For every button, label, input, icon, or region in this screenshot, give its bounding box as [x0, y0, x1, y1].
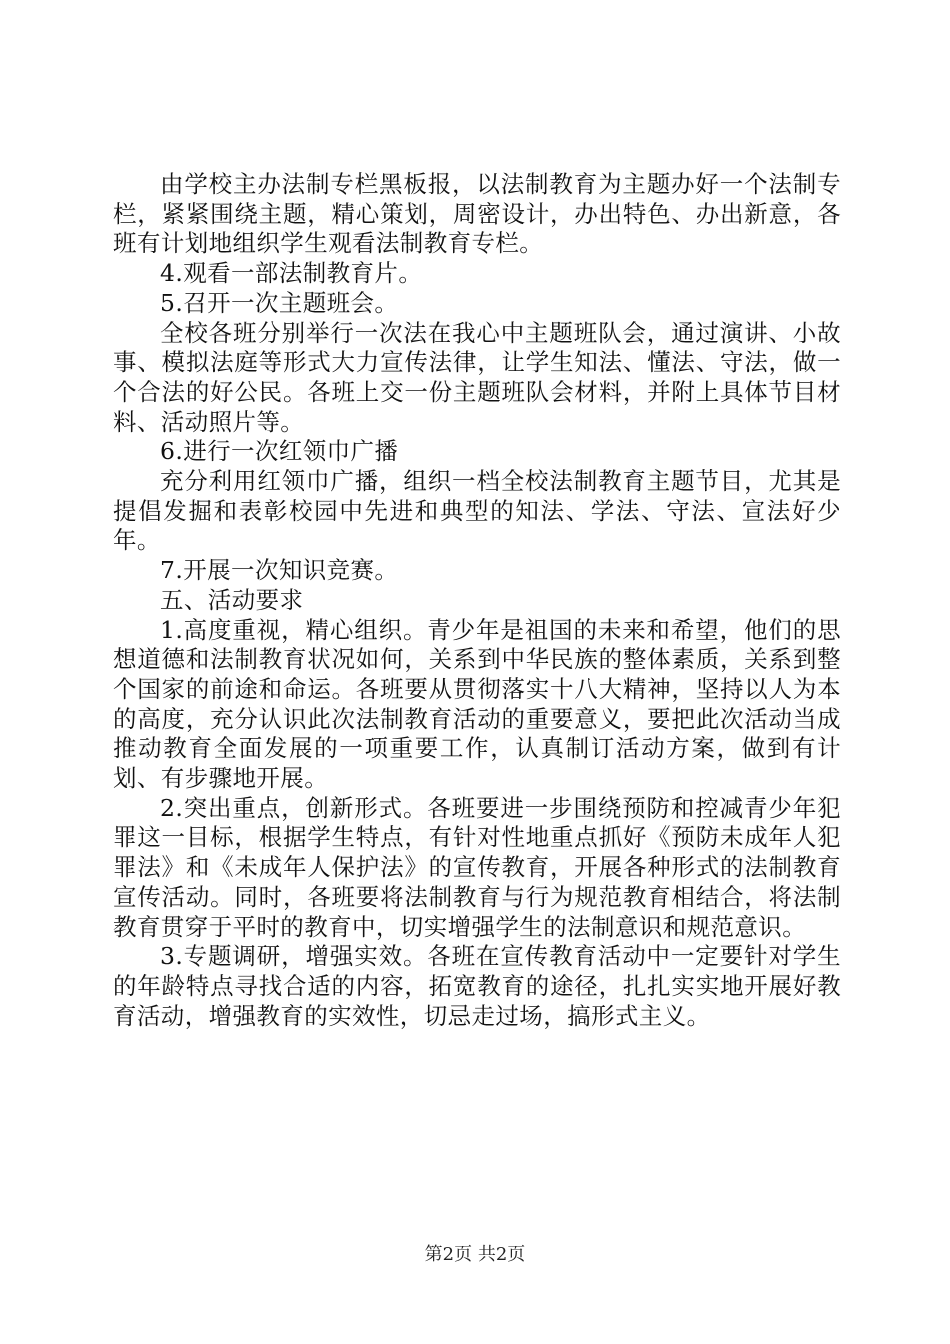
page-footer: 第2页 共2页 — [424, 1244, 526, 1265]
paragraph-blackboard: 由学校主办法制专栏黑板报，以法制教育为主题办好一个法制专栏，紧紧围绕主题，精心策划，周密设计，办出特色、办出新意，各班有计划地组织学生观看法制教育专栏。 — [113, 170, 841, 258]
section-heading-requirements: 五、活动要求 — [160, 585, 304, 614]
paragraph-requirement-3: 3.专题调研，增强实效。各班在宣传教育活动中一定要针对学生的年龄特点寻找合适的内容，拓宽教育的途径，扎扎实实地开展好教育活动，增强教育的实效性，切忌走过场，搞形式主义。 — [113, 942, 841, 1030]
paragraph-class-meeting: 全校各班分别举行一次法在我心中主题班队会，通过演讲、小故事、模拟法庭等形式大力宣传法律，让学生知法、懂法、守法，做一个合法的好公民。各班上交一份主题班队会材料，并附上具体节目材料、活动照片等。 — [113, 318, 841, 436]
paragraph-item-6: 6.进行一次红领巾广播 — [160, 437, 399, 466]
document-body — [113, 170, 841, 1031]
paragraph-item-7: 7.开展一次知识竞赛。 — [160, 556, 399, 585]
paragraph-requirement-1: 1.高度重视，精心组织。青少年是祖国的未来和希望，他们的思想道德和法制教育状况如何，关系到中华民族的整体素质，关系到整个国家的前途和命运。各班要从贯彻落实十八大精神，坚持以人为本的高度，充分认识此次法制教育活动的重要意义，要把此次活动当成推动教育全面发展的一项重要工作，认真制订活动方案，做到有计划、有步骤地开展。 — [113, 615, 841, 793]
paragraph-broadcast: 充分利用红领巾广播，组织一档全校法制教育主题节目，尤其是提倡发掘和表彰校园中先进和典型的知法、学法、守法、宣法好少年。 — [113, 467, 841, 555]
paragraph-item-5: 5.召开一次主题班会。 — [160, 288, 399, 317]
paragraph-requirement-2: 2.突出重点，创新形式。各班要进一步围绕预防和控减青少年犯罪这一目标，根据学生特点，有针对性地重点抓好《预防未成年人犯罪法》和《未成年人保护法》的宣传教育，开展各种形式的法制教育宣传活动。同时，各班要将法制教育与行为规范教育相结合，将法制教育贯穿于平时的教育中，切实增强学生的法制意识和规范意识。 — [113, 793, 841, 941]
paragraph-item-4: 4.观看一部法制教育片。 — [160, 259, 423, 288]
